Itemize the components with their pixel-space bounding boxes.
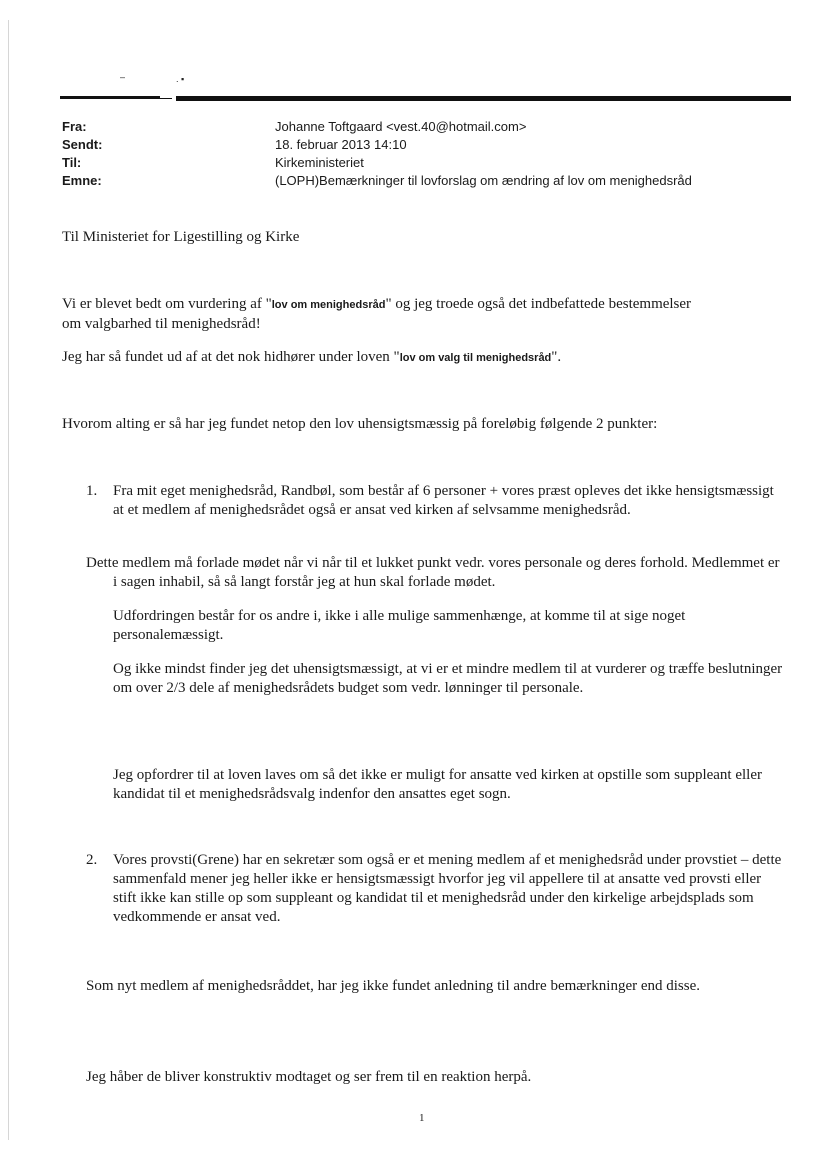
email-header: [62, 118, 762, 190]
scan-artifact: –: [120, 72, 126, 82]
header-from-row: [62, 118, 762, 136]
subject-value: (LOPH)Bemærkninger til lovforslag om ændring af lov om menighedsråd: [275, 173, 692, 188]
header-sent-row: [62, 136, 762, 154]
list-text: Vores provsti(Grene) har en sekretær som også er et mening medlem af et menighedsråd under provstiet – dette sammenfald mener jeg heller ikke er hensigtsmæssigt hvorfor jeg vil appellere til at ansatte ved provsti eller stift ikke kan stille op som suppleant og kandidat til et menighedsråd under den kirkelige arbejdsplads som vedkommende er ansat ved.: [113, 852, 782, 925]
scan-margin-line: [8, 20, 9, 1140]
paragraph-2-end: ".: [551, 349, 562, 365]
header-to-row: [62, 154, 762, 172]
list-text: Fra mit eget menighedsråd, Randbøl, som består af 6 personer + vores præst opleves det ikke hensigtsmæssigt at et medlem af menighedsrådet også er ansat ved kirken af selvsamme menighedsråd.: [113, 483, 774, 518]
sent-label: Sendt:: [62, 137, 103, 152]
law-reference: lov om menighedsråd: [271, 299, 386, 311]
from-value: Johanne Toftgaard <vest.40@hotmail.com>: [275, 119, 527, 134]
paragraph-6: Og ikke mindst finder jeg det uhensigtsmæssigt, at vi er et mindre medlem til at vurderer og træffe beslutninger om over 2/3 dele af menighedsrådets budget som vedr. lønninger til personale.: [113, 661, 783, 696]
paragraph-9: Jeg håber de bliver konstruktiv modtaget og ser frem til en reaktion herpå.: [86, 1069, 532, 1085]
header-rule: [160, 98, 172, 99]
list-number: 1.: [86, 483, 98, 499]
header-subject-row: [62, 172, 762, 190]
paragraph-1-start: Vi er blevet bedt om vurdering af ": [62, 296, 272, 312]
paragraph-2-start: Jeg har så fundet ud af at det nok hidhører under loven ": [62, 349, 400, 365]
list-item-1: [86, 482, 786, 520]
paragraph-7: Jeg opfordrer til at loven laves om så det ikke er muligt for ansatte ved kirken at opstille som suppleant eller kandidat til et menighedsrådsvalg indenfor den ansattes eget sogn.: [113, 767, 762, 802]
scan-artifact: . ▪: [176, 74, 185, 84]
page-number: 1: [419, 1112, 425, 1124]
paragraph-8: Som nyt medlem af menighedsråddet, har jeg ikke fundet anledning til andre bemærkninger end disse.: [86, 978, 701, 994]
salutation: Til Ministeriet for Ligestilling og Kirke: [62, 229, 300, 245]
paragraph-1-end: " og jeg troede også det indbefattede bestemmelser om valgbarhed til menighedsråd!: [62, 296, 692, 332]
law-reference: lov om valg til menighedsråd: [399, 352, 552, 364]
list-number: 2.: [86, 852, 98, 868]
paragraph-2: [62, 348, 792, 368]
subject-label: Emne:: [62, 173, 102, 188]
paragraph-5: Udfordringen består for os andre i, ikke i alle mulige sammenhænge, at komme til at sige noget personalemæssigt.: [113, 608, 686, 643]
to-label: Til:: [62, 155, 82, 170]
paragraph-4: Dette medlem må forlade mødet når vi når til et lukket punkt vedr. vores personale og deres forhold. Medlemmet er i sagen inhabil, så så langt forstår jeg at hun skal forlade mødet.: [86, 555, 780, 590]
paragraph-1: [62, 295, 712, 334]
paragraph-3: Hvorom alting er så har jeg fundet netop den lov uhensigtsmæssig på foreløbig følgende 2 punkter:: [62, 416, 658, 432]
to-value: Kirkeministeriet: [275, 155, 364, 170]
list-item-2: [86, 851, 786, 927]
from-label: Fra:: [62, 119, 87, 134]
sent-value: 18. februar 2013 14:10: [275, 137, 407, 152]
header-rule: [176, 96, 791, 101]
header-rule: [60, 96, 160, 99]
